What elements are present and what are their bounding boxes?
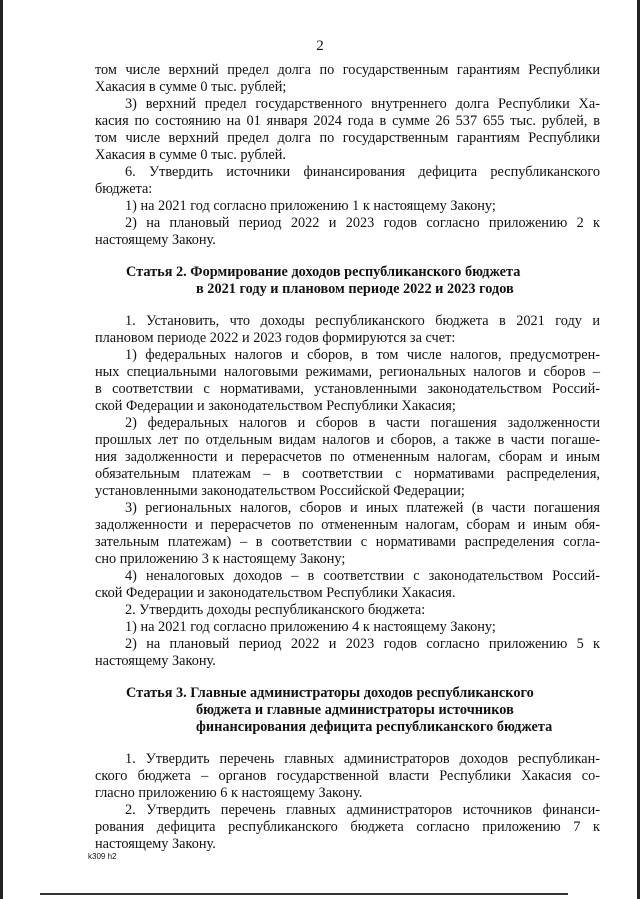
paragraph-line: настоящему Закону.	[95, 232, 216, 248]
paragraph-line: 2) федеральных налогов и сборов в части погашения задолженности	[125, 415, 600, 431]
page-number: 2	[316, 38, 324, 54]
paragraph-line: обязательным платежам – в соответствии с нормативами распределения,	[95, 466, 600, 482]
paragraph-line: 3) региональных налогов, сборов и иных платежей (в части погашения	[125, 500, 600, 516]
paragraph-line: 2. Утвердить доходы республиканского бюджета:	[125, 602, 426, 618]
paragraph-line: ской Федерации и законодательством Республики Хакасия;	[95, 398, 456, 414]
article-3-heading: бюджета и главные администраторы источников	[196, 702, 514, 718]
paragraph-line: зательным платежам) – в соответствии с нормативами распределения согла-	[95, 534, 600, 550]
paragraph-line: гласно приложению 6 к настоящему Закону.	[95, 785, 363, 801]
article-3-heading: финансирования дефицита республиканского бюджета	[196, 719, 553, 735]
paragraph-line: ского бюджета – органов государственной власти Республики Хакасия со-	[95, 768, 600, 784]
paragraph-line: в соответствии с нормативами, установленными законодательством Россий-	[95, 381, 600, 397]
paragraph-line: Хакасия в сумме 0 тыс. рублей;	[95, 79, 287, 95]
paragraph-line: 2) на плановый период 2022 и 2023 годов согласно приложению 2 к	[125, 215, 600, 231]
paragraph-line: 6. Утвердить источники финансирования дефицита республиканского	[125, 164, 600, 180]
scan-left-edge	[0, 0, 3, 899]
paragraph-line: 1. Установить, что доходы республиканского бюджета в 2021 году и	[125, 313, 600, 329]
paragraph-line: том числе верхний предел долга по государственным гарантиям Республики	[95, 62, 600, 78]
paragraph-line: ния задолженности и перерасчетов по отмененным налогам, сборам и иным	[95, 449, 600, 465]
paragraph-line: настоящему Закону.	[95, 653, 216, 669]
paragraph-line: том числе верхний предел долга по государственным гарантиям Республики	[95, 130, 600, 146]
paragraph-line: бюджета:	[95, 181, 153, 197]
document-code: k309 h2	[88, 852, 117, 861]
article-2-heading: Статья 2. Формирование доходов республиканского бюджета	[126, 264, 521, 280]
paragraph-line: 2) на плановый период 2022 и 2023 годов согласно приложению 5 к	[125, 636, 600, 652]
paragraph-line: 1) на 2021 год согласно приложению 1 к настоящему Закону;	[125, 198, 496, 214]
paragraph-line: ской Федерации и законодательством Республики Хакасия.	[95, 585, 456, 601]
paragraph-line: Хакасия в сумме 0 тыс. рублей.	[95, 147, 286, 163]
paragraph-line: рования дефицита республиканского бюджета согласно приложению 7 к	[95, 819, 600, 835]
paragraph-line: сно приложению 3 к настоящему Закону;	[95, 551, 346, 567]
paragraph-line: 1) на 2021 год согласно приложению 4 к настоящему Закону;	[125, 619, 496, 635]
scan-bottom-rule	[40, 893, 568, 895]
paragraph-line: плановом периоде 2022 и 2023 годов формируются за счет:	[95, 330, 456, 346]
paragraph-line: касия по состоянию на 01 января 2024 года в сумме 26 537 655 тыс. рублей, в	[95, 113, 600, 129]
article-2-heading: в 2021 году и плановом периоде 2022 и 2023 годов	[196, 281, 514, 297]
paragraph-line: 2. Утвердить перечень главных администраторов источников финанси-	[125, 802, 600, 818]
article-3-heading: Статья 3. Главные администраторы доходов республиканского	[126, 685, 534, 701]
paragraph-line: 4) неналоговых доходов – в соответствии с законодательством Россий-	[125, 568, 600, 584]
paragraph-line: 1. Утвердить перечень главных администраторов доходов республикан-	[125, 751, 600, 767]
paragraph-line: установленными законодательством Российской Федерации;	[95, 483, 465, 499]
paragraph-line: настоящему Закону.	[95, 836, 216, 852]
paragraph-line: прошлых лет по отдельным видам налогов и сборов, а также в части погаше-	[95, 432, 600, 448]
paragraph-line: ных специальными налоговыми режимами, региональных налогов и сборов –	[95, 364, 600, 380]
paragraph-line: 3) верхний предел государственного внутреннего долга Республики Ха-	[125, 96, 600, 112]
paragraph-line: задолженности и перерасчетов по отмененным налогам, сборам и иным обя-	[95, 517, 600, 533]
paragraph-line: 1) федеральных налогов и сборов, в том числе налогов, предусмотрен-	[125, 347, 600, 363]
